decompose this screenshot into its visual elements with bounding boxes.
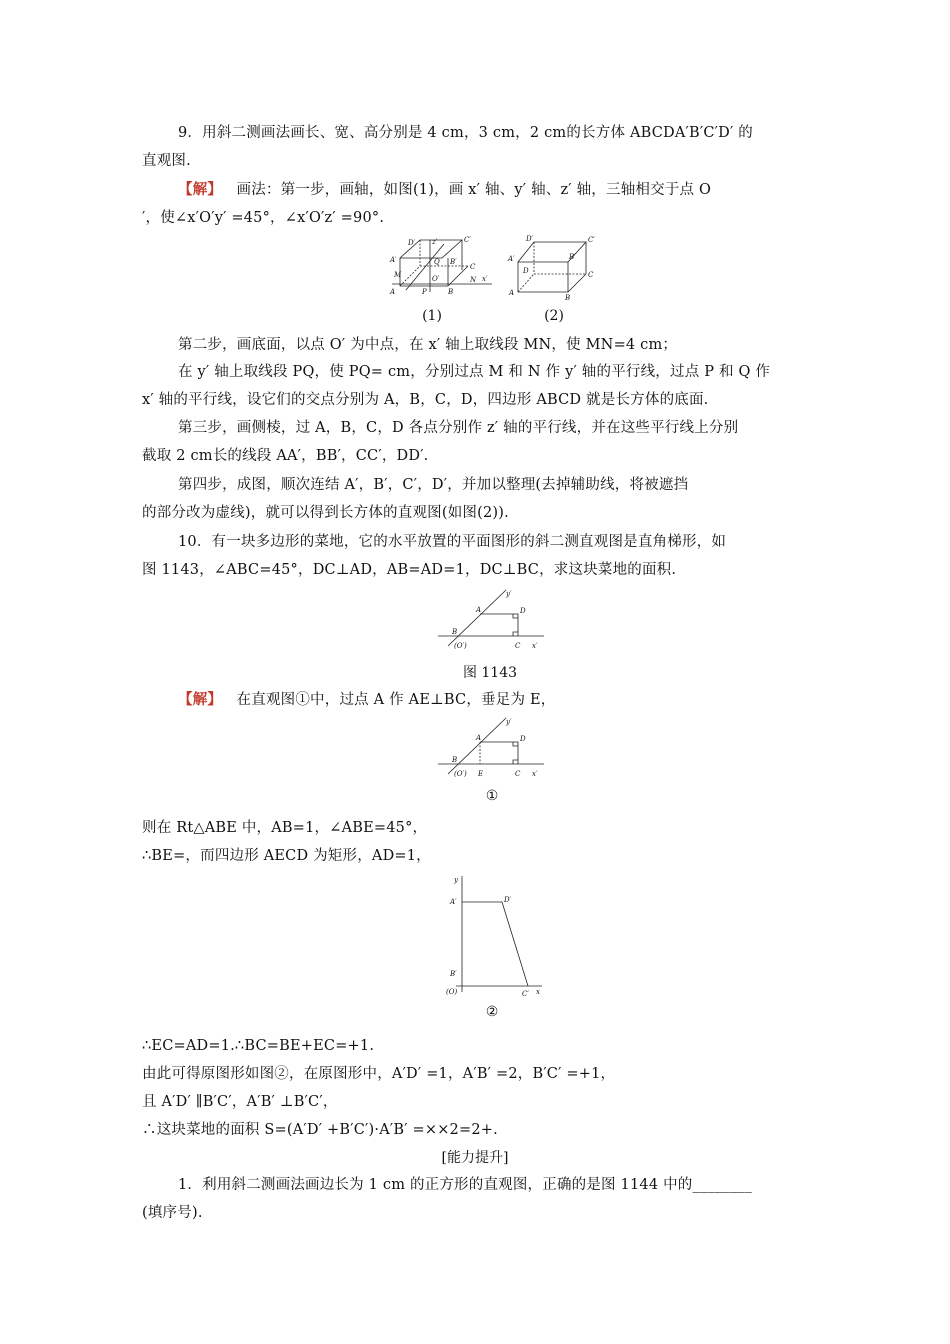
label-A: A [390,288,396,296]
label-A: A [509,289,515,297]
solution-9-text: 画法：第一步，画轴，如图(1)，画 x′ 轴、y′ 轴、z′ 轴，三轴相交于点 O [236,182,712,198]
label-O-prime-paren: (O′) [454,770,467,778]
problem-10-line-2: 图 1143，∠ABC=45°，DC⊥AD，AB=AD=1，DC⊥BC，求这块菜地的面积. [142,562,677,578]
label-C: C [515,642,521,650]
solution-9-step-3b: 截取 2 cm长的线段 AA′，BB′，CC′，DD′. [142,448,429,464]
label-B: B [452,628,458,636]
label-B-prime: B′ [450,258,457,266]
label-D: D [520,607,526,615]
label-O-prime: O′ [432,275,440,283]
label-C-prime: C′ [588,236,595,244]
label-C: C [470,263,476,271]
solution-9-line-1 [178,180,846,200]
label-D-prime: D′ [408,239,416,247]
solution-tag: 【解】 [178,181,223,198]
label-B: B [452,756,458,764]
label-A-prime: A′ [390,256,397,264]
solution-10-line-7: ∴这块菜地的面积 S=(A′D′ +B′C′)·A′B′ =××2=2+. [142,1122,498,1138]
problem-9-line-1: 9．用斜二测画法画长、宽、高分别是 4 cm，3 cm，2 cm的长方体 ABCDA′B′C′D′ 的 [178,125,753,141]
label-D-prime: D′ [526,235,534,243]
label-A: A [476,734,482,742]
solution-10-line-4: ∴EC=AD=1.∴BC=BE+EC=+1. [142,1038,375,1054]
label-D: D [523,267,529,275]
figure-1143-trapezoid [436,588,546,654]
solution-9-line-2: ′，使∠x′O′y′ =45°，∠x′O′z′ =90°. [142,210,385,226]
label-y-prime: y′ [506,590,512,598]
figure-circle-2-caption: ② [485,1004,499,1020]
label-O-prime-paren: (O′) [454,642,467,650]
solution-9-step-4b: 的部分改为虚线)，就可以得到长方体的直观图(如图(2)). [142,505,509,521]
label-x-prime: x′ [482,275,488,283]
label-x: x [536,988,540,996]
label-x-prime: x′ [532,642,538,650]
solution-9-step-2b: 在 y′ 轴上取线段 PQ，使 PQ= cm，分别过点 M 和 N 作 y′ 轴的平行线，过点 P 和 Q 作 [178,364,771,380]
label-E: E [478,770,484,778]
label-B-prime: B′ [569,253,576,261]
solution-9-step-3: 第三步，画侧棱，过 A，B，C，D 各点分别作 z′ 轴的平行线，并在这些平行线上分别 [178,420,739,436]
solution-10-line-5: 由此可得原图形如图②，在原图形中，A′D′ =1，A′B′ =2，B′C′ =+1， [142,1066,616,1082]
label-C-prime: C′ [464,236,471,244]
solution-9-step-2c: x′ 轴的平行线，设它们的交点分别为 A，B，C，D，四边形 ABCD 就是长方体的底面. [142,392,709,408]
section-heading: [能力提升] [441,1150,509,1166]
solution-10-line-2: 则在 Rt△ABE 中，AB=1，∠ABE=45°， [142,820,428,836]
problem-9-line-2: 直观图. [142,153,191,169]
label-N: N [470,276,477,284]
solution-9-step-2: 第二步，画底面，以点 O′ 为中点，在 x′ 轴上取线段 MN，使 MN=4 cm； [178,337,678,353]
figure-circle-1 [436,716,546,782]
label-A: A [476,606,482,614]
label-A-prime: A′ [450,898,457,906]
label-M: M [394,271,402,279]
label-z-prime: z′ [432,238,438,246]
label-C: C [588,271,594,279]
label-D: D [520,735,526,743]
solution-10-text: 在直观图①中，过点 A 作 AE⊥BC，垂足为 E， [236,692,556,708]
label-O-paren: (O) [446,988,458,996]
figure-circle-1-caption: ① [485,788,499,804]
label-B-prime: B′ [450,970,457,978]
label-P: P [422,288,427,296]
solution-10-line-6: 且 A′D′ ∥B′C′，A′B′ ⊥B′C′， [142,1094,338,1110]
solution-9-step-4: 第四步，成图，顺次连结 A′，B′，C′，D′，并加以整理(去掉辅助线，将被遮挡 [178,477,689,493]
label-C: C [515,770,521,778]
label-B: B [448,288,454,296]
figure-2-cuboid [506,234,598,300]
figure-1-axes-box [386,234,494,296]
figure-1-caption: (1) [422,308,442,324]
label-x-prime: x′ [532,770,538,778]
label-C-prime: C′ [522,990,529,998]
label-y-prime: y′ [506,718,512,726]
problem-10-line-1: 10．有一块多边形的菜地，它的水平放置的平面图形的斜二测直观图是直角梯形，如 [178,534,727,550]
label-y: y [454,876,458,884]
solution-10-line-3: ∴BE=，而四边形 AECD 为矩形，AD=1， [142,848,431,864]
figure-2-caption: (2) [544,308,564,324]
label-D-prime: D′ [504,896,512,904]
figure-1143-caption: 图 1143 [462,665,518,681]
label-A-prime: A′ [508,255,515,263]
label-B: B [565,294,571,300]
figure-circle-2 [444,872,546,998]
solution-tag: 【解】 [178,691,223,708]
question-1-line-1: 1．利用斜二测画法画边长为 1 cm 的正方形的直观图，正确的是图 1144 中的________ [178,1177,753,1193]
solution-10-line-1 [178,690,846,710]
question-1-line-2: (填序号). [142,1205,203,1221]
label-Q: Q [434,258,440,266]
